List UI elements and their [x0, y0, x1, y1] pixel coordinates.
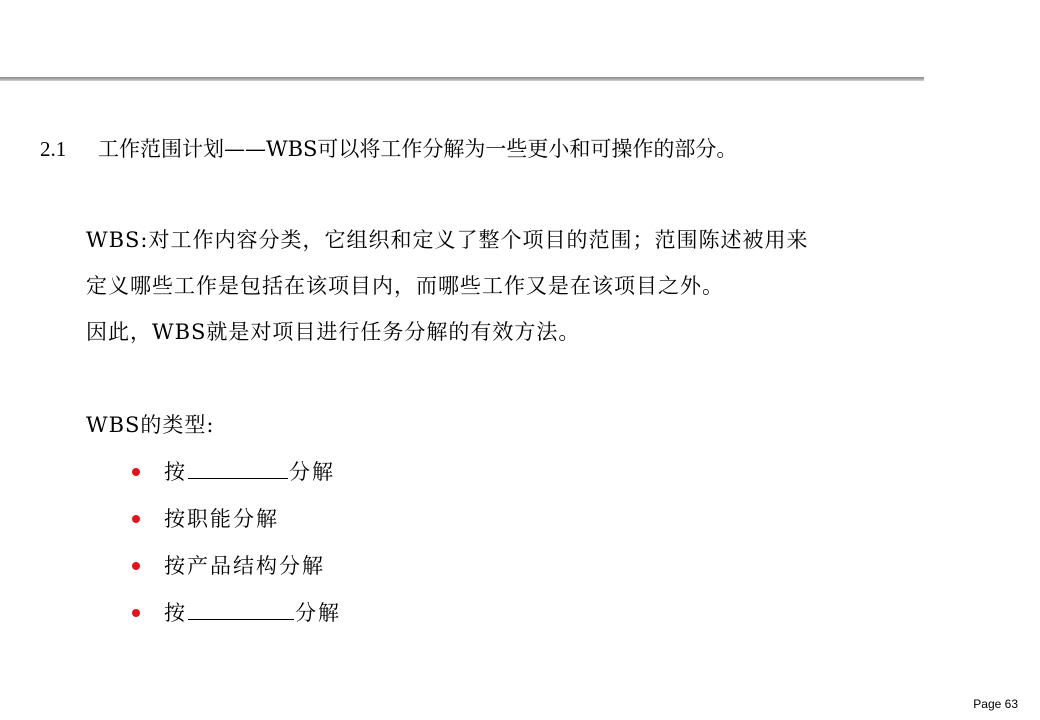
header-rule	[0, 77, 924, 81]
list-item	[132, 548, 341, 595]
section-title-text: 工作范围计划——WBS可以将工作分解为一些更小和可操作的部分。	[98, 137, 738, 161]
fill-in-blank	[188, 477, 288, 479]
bullet-dot-icon	[132, 609, 140, 617]
list-item-prefix: 按	[164, 460, 187, 484]
bullet-dot-icon	[132, 468, 140, 476]
section-number: 2.1	[40, 137, 67, 161]
list-item-suffix: 分解	[289, 460, 335, 484]
fill-in-blank	[188, 618, 294, 620]
section-title	[40, 134, 737, 164]
list-item-text: 按职能分解	[164, 507, 279, 531]
list-item-text: 按产品结构分解	[164, 554, 325, 578]
paragraph-line-1: WBS:对工作内容分类，它组织和定义了整个项目的范围；范围陈述被用来	[86, 228, 809, 252]
list-item	[132, 501, 341, 548]
wbs-types-list	[132, 454, 341, 642]
list-item	[132, 595, 341, 642]
paragraph-line-2: 定义哪些工作是包括在该项目内，而哪些工作又是在该项目之外。	[86, 274, 724, 298]
list-item	[132, 454, 341, 501]
bullet-dot-icon	[132, 515, 140, 523]
page-number: Page 63	[973, 697, 1018, 711]
list-item-suffix: 分解	[295, 601, 341, 625]
wbs-types-heading: WBS的类型:	[86, 413, 215, 437]
bullet-dot-icon	[132, 562, 140, 570]
paragraph-line-3: 因此，WBS就是对项目进行任务分解的有效方法。	[86, 320, 581, 344]
list-item-prefix: 按	[164, 601, 187, 625]
